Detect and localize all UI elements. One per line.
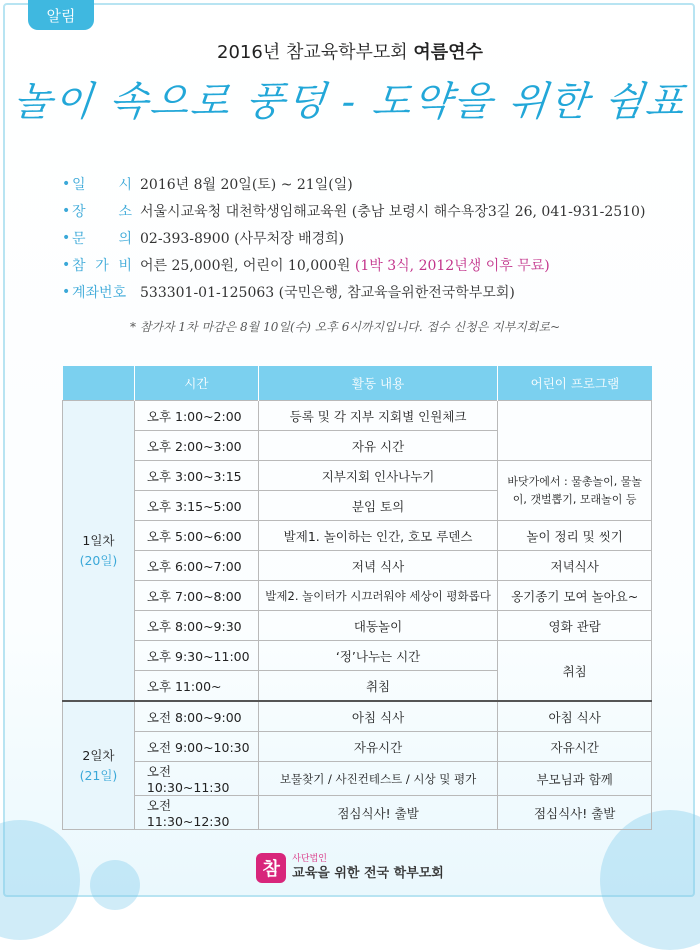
activity-cell: 자유 시간 — [258, 431, 497, 461]
info-label-char: 의 — [118, 230, 132, 247]
activity-cell: 발제2. 놀이터가 시끄러워야 세상이 평화롭다 — [258, 581, 497, 611]
day1-label: 1일차 — [82, 532, 115, 548]
info-row-place — [62, 197, 692, 224]
activity-cell: 점심식사! 출발 — [258, 796, 497, 830]
kids-cell: 바닷가에서 : 물총놀이, 물놀이, 갯벌뽑기, 모래놀이 등 — [498, 461, 652, 521]
kids-cell: 옹기종기 모여 놀아요~ — [498, 581, 652, 611]
info-row-fee — [62, 251, 692, 278]
table-row — [63, 732, 652, 762]
table-row — [63, 641, 652, 671]
table-row — [63, 581, 652, 611]
info-label — [72, 282, 132, 302]
activity-cell: 보물찾기 / 사진컨테스트 / 시상 및 평가 — [258, 762, 497, 796]
kids-cell: 영화 관람 — [498, 611, 652, 641]
header-day — [63, 366, 135, 401]
info-label — [72, 228, 132, 248]
kids-cell: 놀이 정리 및 씻기 — [498, 521, 652, 551]
day2-date: (21일) — [79, 767, 118, 783]
table-row — [63, 611, 652, 641]
logo-name-text: 교육을 위한 전국 학부모회 — [292, 866, 444, 881]
fee-text: 어른 25,000원, 어린이 10,000원 — [140, 257, 355, 274]
bullet-icon: • — [62, 256, 71, 273]
bullet-icon: • — [62, 175, 71, 192]
kids-cell: 아침 식사 — [498, 701, 652, 732]
info-label — [72, 201, 132, 221]
fee-highlight: (1박 3식, 2012년생 이후 무료) — [354, 257, 550, 274]
activity-cell: 저녁 식사 — [258, 551, 497, 581]
bullet-icon: • — [62, 202, 71, 219]
registration-notice: * 참가자 1차 마감은 8월 10일(수) 오후 6시까지입니다. 접수 신청은 지부지회로~ — [130, 320, 561, 334]
day1-date: (20일) — [79, 552, 118, 568]
kids-cell-empty — [498, 401, 652, 461]
event-subtitle — [0, 38, 700, 64]
info-value: 533301-01-125063 (국민은행, 참교육을위한전국학부모회) — [140, 284, 515, 301]
kids-cell: 취침 — [498, 641, 652, 702]
bullet-icon: • — [62, 283, 71, 300]
day2-cell — [63, 701, 135, 830]
event-info-list — [62, 170, 692, 305]
info-label-char: 일 — [72, 176, 86, 193]
table-header-row — [63, 366, 652, 401]
time-cell: 오후 8:00~9:30 — [134, 611, 258, 641]
table-row — [63, 701, 652, 732]
info-label — [72, 255, 132, 275]
info-row-account — [62, 278, 692, 305]
activity-cell: ‘정’나누는 시간 — [258, 641, 497, 671]
activity-cell: 대동놀이 — [258, 611, 497, 641]
notice-badge: 알림 — [28, 0, 94, 30]
info-label-char: 비 — [118, 257, 132, 274]
time-cell: 오전 11:30~12:30 — [134, 796, 258, 830]
info-label-char: 문 — [72, 230, 86, 247]
info-value: 2016년 8월 20일(토) ~ 21일(일) — [140, 176, 353, 193]
activity-cell: 자유시간 — [258, 732, 497, 762]
bullet-icon: • — [62, 229, 71, 246]
activity-cell: 등록 및 각 지부 지회별 인원체크 — [258, 401, 497, 431]
time-cell: 오후 1:00~2:00 — [134, 401, 258, 431]
info-value: 서울시교육청 대천학생임해교육원 (충남 보령시 해수욕장3길 26, 041-931-2510) — [140, 203, 646, 220]
activity-cell: 분임 토의 — [258, 491, 497, 521]
kids-cell: 자유시간 — [498, 732, 652, 762]
info-value: 02-393-8900 (사무처장 배경희) — [140, 230, 345, 247]
table-row — [63, 521, 652, 551]
time-cell: 오후 3:00~3:15 — [134, 461, 258, 491]
time-cell: 오후 5:00~6:00 — [134, 521, 258, 551]
info-label — [72, 174, 132, 194]
info-row-date — [62, 170, 692, 197]
table-row — [63, 401, 652, 431]
activity-cell: 지부지회 인사나누기 — [258, 461, 497, 491]
info-label-char: 시 — [118, 176, 132, 193]
subtitle-prefix: 2016년 참교육학부모회 — [217, 42, 414, 63]
organization-logo — [0, 846, 700, 890]
time-cell: 오후 11:00~ — [134, 671, 258, 702]
info-value — [140, 255, 550, 275]
kids-cell: 점심식사! 출발 — [498, 796, 652, 830]
day2-label: 2일차 — [82, 747, 115, 763]
time-cell: 오후 7:00~8:00 — [134, 581, 258, 611]
kids-cell: 저녁식사 — [498, 551, 652, 581]
logo-text — [292, 854, 444, 882]
info-label-char: 가 — [95, 257, 109, 274]
info-label-char: 참 — [72, 257, 86, 274]
header-time: 시간 — [134, 366, 258, 401]
activity-cell: 취침 — [258, 671, 497, 702]
logo-small-text: 사단법인 — [292, 854, 327, 864]
header-kids: 어린이 프로그램 — [498, 366, 652, 401]
logo-mark: 참 — [256, 853, 286, 883]
time-cell: 오전 9:00~10:30 — [134, 732, 258, 762]
kids-cell: 부모님과 함께 — [498, 762, 652, 796]
table-row — [63, 461, 652, 491]
page-title: 놀이 속으로 풍덩 - 도약을 위한 쉼표 — [10, 79, 689, 125]
info-label-char: 장 — [72, 203, 86, 220]
table-row — [63, 796, 652, 830]
activity-cell: 아침 식사 — [258, 701, 497, 732]
info-label-char: 계좌번호 — [72, 284, 127, 301]
time-cell: 오후 2:00~3:00 — [134, 431, 258, 461]
time-cell: 오후 3:15~5:00 — [134, 491, 258, 521]
time-cell: 오전 10:30~11:30 — [134, 762, 258, 796]
header-activity: 활동 내용 — [258, 366, 497, 401]
time-cell: 오후 6:00~7:00 — [134, 551, 258, 581]
time-cell: 오전 8:00~9:00 — [134, 701, 258, 732]
schedule-table — [62, 366, 652, 830]
time-cell: 오후 9:30~11:00 — [134, 641, 258, 671]
subtitle-bold: 여름연수 — [413, 42, 483, 63]
info-row-contact — [62, 224, 692, 251]
day1-cell — [63, 401, 135, 702]
table-row — [63, 762, 652, 796]
table-row — [63, 551, 652, 581]
activity-cell: 발제1. 놀이하는 인간, 호모 루덴스 — [258, 521, 497, 551]
info-label-char: 소 — [118, 203, 132, 220]
